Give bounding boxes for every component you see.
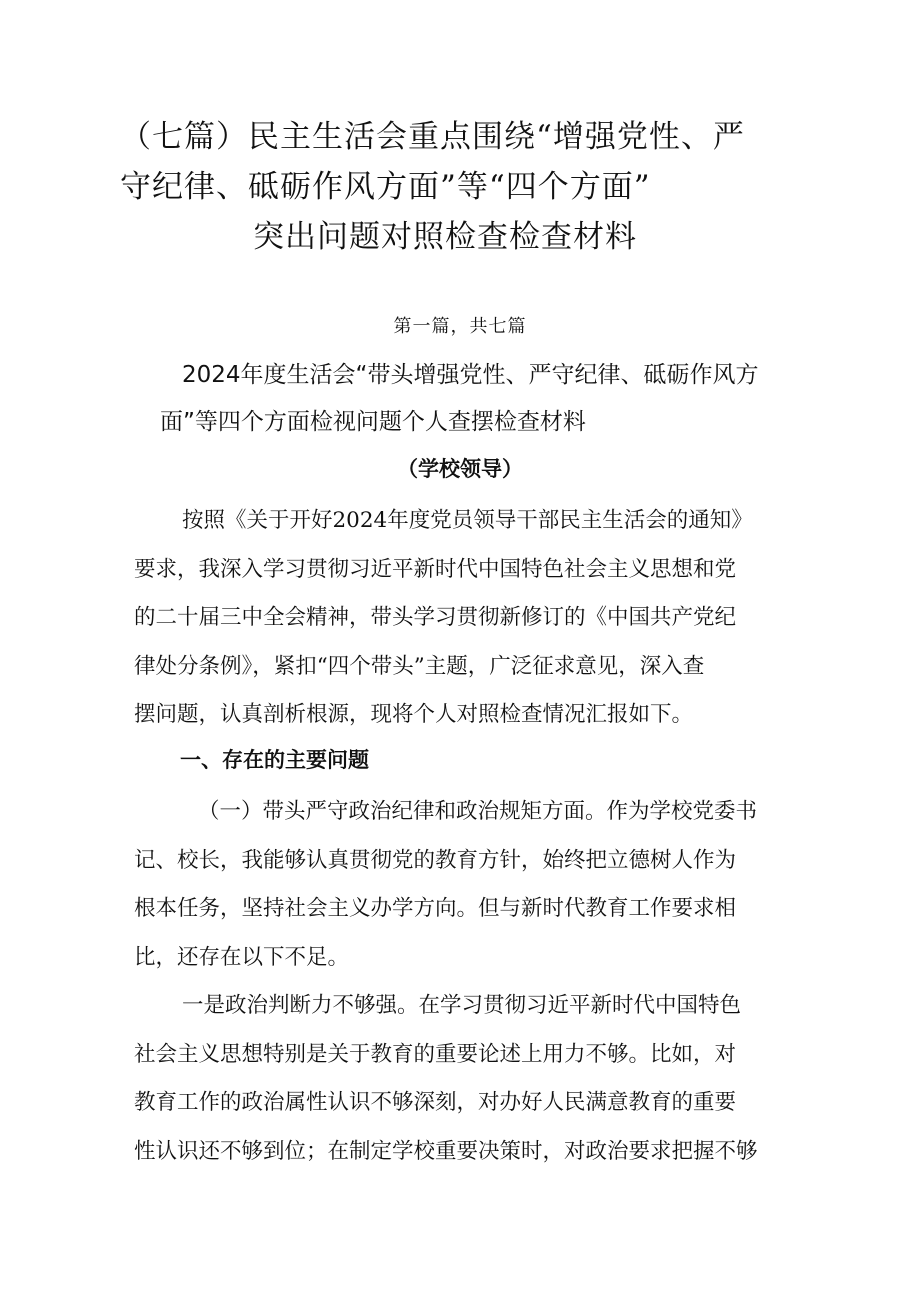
main-title-line: 突出问题对照检查检查材料	[253, 219, 637, 255]
paragraph-line: 比，还存在以下不足。	[134, 944, 350, 970]
paragraph-line: 按照《关于开好2024年度党员领导干部民主生活会的通知》	[182, 508, 753, 533]
paragraph-line: 记、校长，我能够认真贯彻党的教育方针，始终把立德树人作为	[134, 847, 737, 873]
document-sub-title	[120, 352, 810, 446]
main-title-line: （七篇）民主生活会重点围绕“增强党性、严	[120, 119, 745, 155]
paragraph-line: 要求，我深入学习贯彻习近平新时代中国特色社会主义思想和党	[134, 556, 737, 582]
section-two-paragraph	[134, 982, 799, 1176]
main-title-line: 守纪律、砥砺作风方面”等“四个方面”	[120, 169, 651, 205]
part-label: 第一篇，共七篇	[393, 316, 527, 337]
paragraph-line: 一是政治判断力不够强。在学习贯彻习近平新时代中国特色	[182, 993, 742, 1018]
document-main-title	[120, 112, 810, 262]
sub-title-line: 2024年度生活会“带头增强党性、严守纪律、砥砺作风方	[182, 362, 759, 388]
section-heading: 一、存在的主要问题	[180, 748, 369, 772]
sub-title-line: 面”等四个方面检视问题个人查摆检查材料	[160, 409, 586, 435]
paragraph-line: 社会主义思想特别是关于教育的重要论述上用力不够。比如，对	[134, 1041, 737, 1067]
author-role-note: （学校领导）	[397, 457, 523, 481]
paragraph-line: 教育工作的政治属性认识不够深刻，对办好人民满意教育的重要	[134, 1090, 737, 1115]
paragraph-line: 律处分条例》，紧扣“四个带头”主题，广泛征求意见，深入查	[134, 653, 705, 679]
paragraph-line: 根本任务，坚持社会主义办学方向。但与新时代教育工作要求相	[134, 896, 737, 921]
paragraph-line: 的二十届三中全会精神，带头学习贯彻新修订的《中国共产党纪	[134, 605, 737, 630]
paragraph-line: 性认识还不够到位；在制定学校重要决策时，对政治要求把握不够	[134, 1138, 758, 1164]
paragraph-line: （一）带头严守政治纪律和政治规矩方面。作为学校党委书	[198, 799, 758, 824]
paragraph-line: 摆问题，认真剖析根源，现将个人对照检查情况汇报如下。	[134, 702, 694, 727]
section-one-paragraph	[134, 788, 799, 982]
intro-paragraph	[134, 497, 799, 740]
